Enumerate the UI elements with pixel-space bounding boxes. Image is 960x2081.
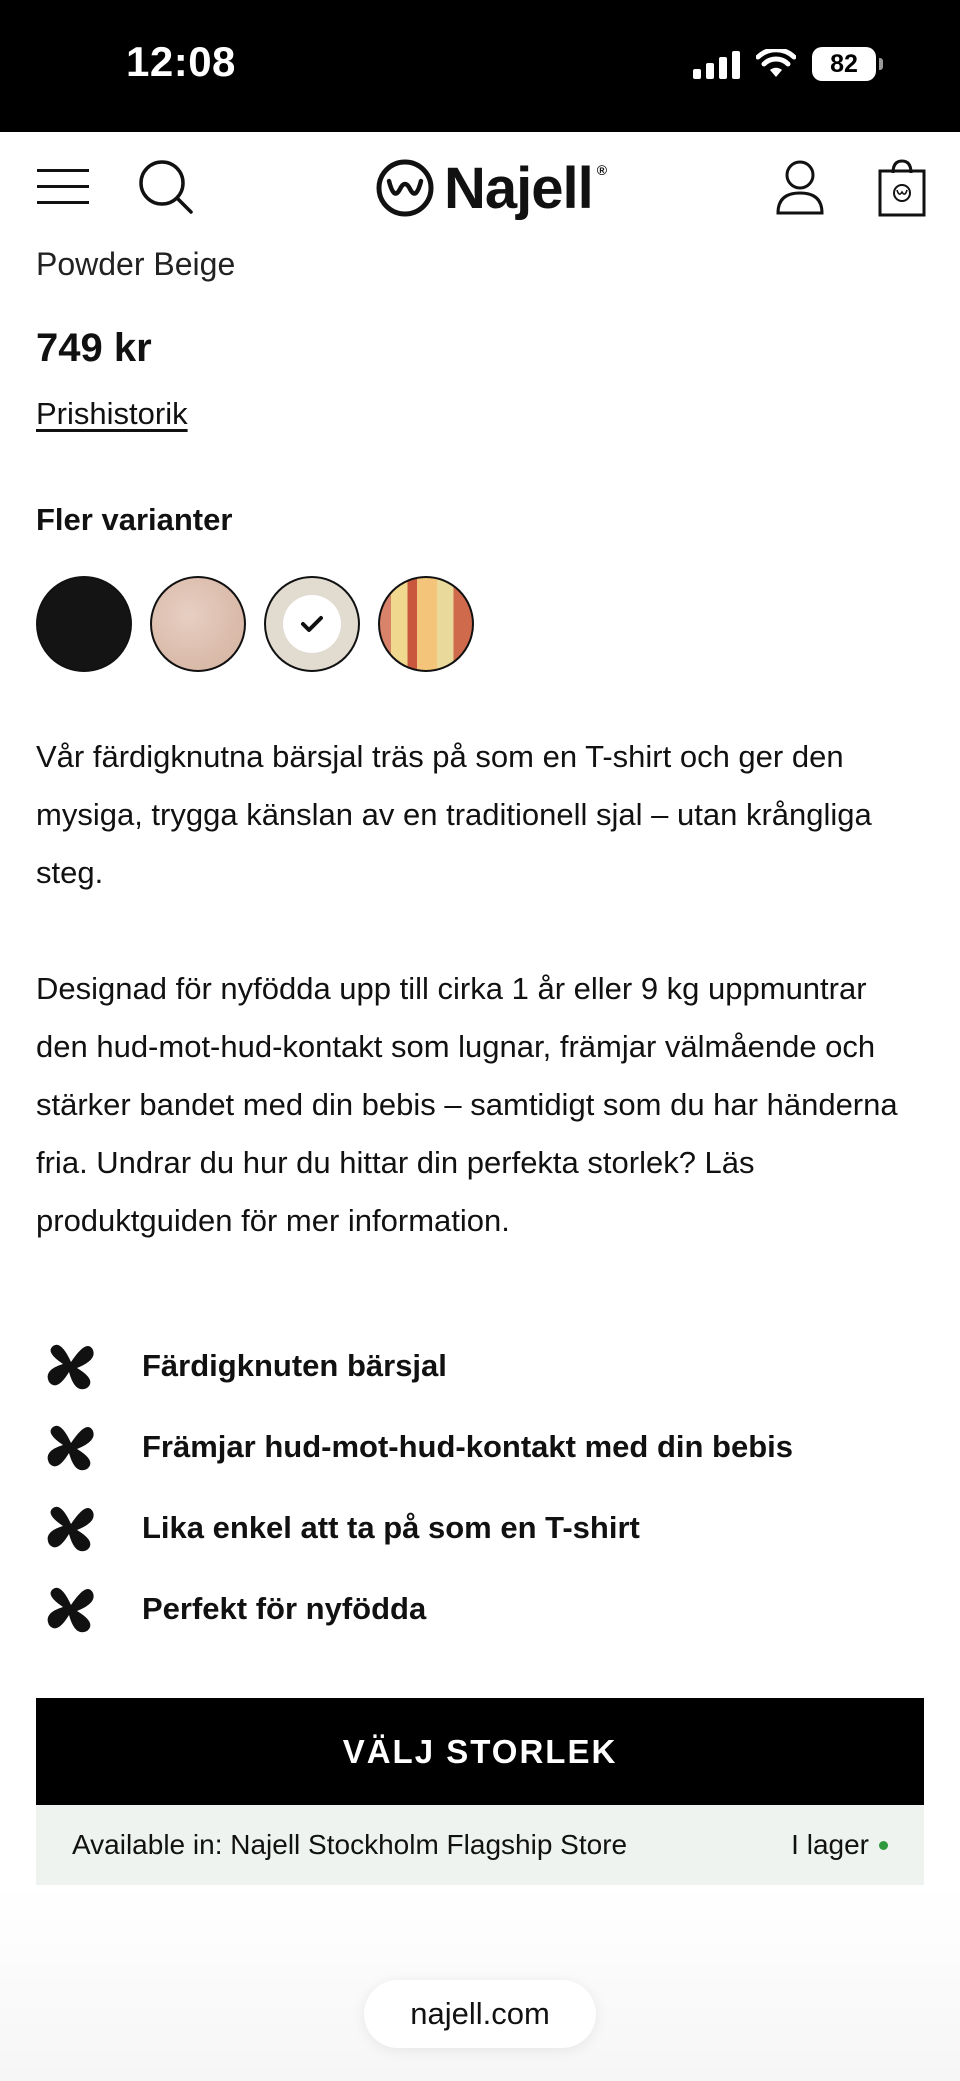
- black-variant-swatch[interactable]: [36, 576, 132, 672]
- menu-icon[interactable]: [34, 152, 94, 222]
- feature-item: [36, 1406, 924, 1487]
- price-history-link[interactable]: Prishistorik: [36, 396, 188, 431]
- registered-mark: ®: [596, 162, 608, 178]
- brand-name: Najell: [444, 155, 593, 221]
- battery-indicator: 82: [812, 47, 876, 81]
- blob-bullet-icon: [36, 1579, 106, 1639]
- cart-icon[interactable]: [872, 152, 932, 222]
- feature-list: [36, 1325, 924, 1649]
- cellular-signal-icon: [693, 49, 740, 79]
- blob-bullet-icon: [36, 1498, 106, 1558]
- brand-logo[interactable]: [376, 148, 607, 228]
- stock-status: [791, 1829, 888, 1861]
- najell-logo-icon: [376, 159, 434, 217]
- variants-title: Fler varianter: [36, 502, 233, 537]
- checkmark-icon: [301, 615, 323, 633]
- status-time: 12:08: [126, 38, 236, 85]
- striped-variant-swatch[interactable]: [378, 576, 474, 672]
- feature-item: [36, 1487, 924, 1568]
- powder-beige-variant-swatch[interactable]: [264, 576, 360, 672]
- blob-bullet-icon: [36, 1417, 106, 1477]
- wifi-icon: [756, 49, 796, 79]
- store-availability[interactable]: [36, 1805, 924, 1885]
- product-description-intro: Vår färdigknutna bärsjal träs på som en T-shirt och ger den mysiga, trygga känslan av en traditionell sjal – utan krångliga steg.: [36, 739, 872, 890]
- variant-swatches: [36, 576, 474, 672]
- search-icon[interactable]: [136, 152, 196, 222]
- feature-text: Perfekt för nyfödda: [142, 1590, 427, 1626]
- select-size-button[interactable]: VÄLJ STORLEK: [36, 1698, 924, 1805]
- feature-text: Främjar hud-mot-hud-kontakt med din bebis: [142, 1428, 794, 1464]
- feature-text: Lika enkel att ta på som en T-shirt: [142, 1509, 640, 1545]
- selected-color-name: Powder Beige: [36, 246, 236, 282]
- feature-item: [36, 1325, 924, 1406]
- blob-bullet-icon: [36, 1336, 106, 1396]
- in-stock-dot-icon: [879, 1841, 888, 1850]
- site-header: [0, 132, 960, 254]
- browser-url-bar[interactable]: najell.com: [364, 1980, 596, 2048]
- stock-status-label: I lager: [791, 1829, 869, 1860]
- status-icons: [693, 46, 876, 82]
- account-icon[interactable]: [770, 152, 830, 222]
- status-bar: [0, 0, 960, 132]
- powder-pink-variant-swatch[interactable]: [150, 576, 246, 672]
- feature-item: [36, 1568, 924, 1649]
- product-price: 749 kr: [36, 326, 152, 370]
- feature-text: Färdigknuten bärsjal: [142, 1347, 447, 1383]
- product-description-details: Designad för nyfödda upp till cirka 1 år eller 9 kg uppmuntrar den hud-mot-hud-kontakt som lugnar, främjar välmående och stärker bandet med din bebis – samtidigt som du har händerna fria. Undrar du hur du hittar din perfekta storlek? Läs produktguiden för mer information.: [36, 971, 898, 1238]
- availability-text: Available in: Najell Stockholm Flagship Store: [72, 1829, 628, 1860]
